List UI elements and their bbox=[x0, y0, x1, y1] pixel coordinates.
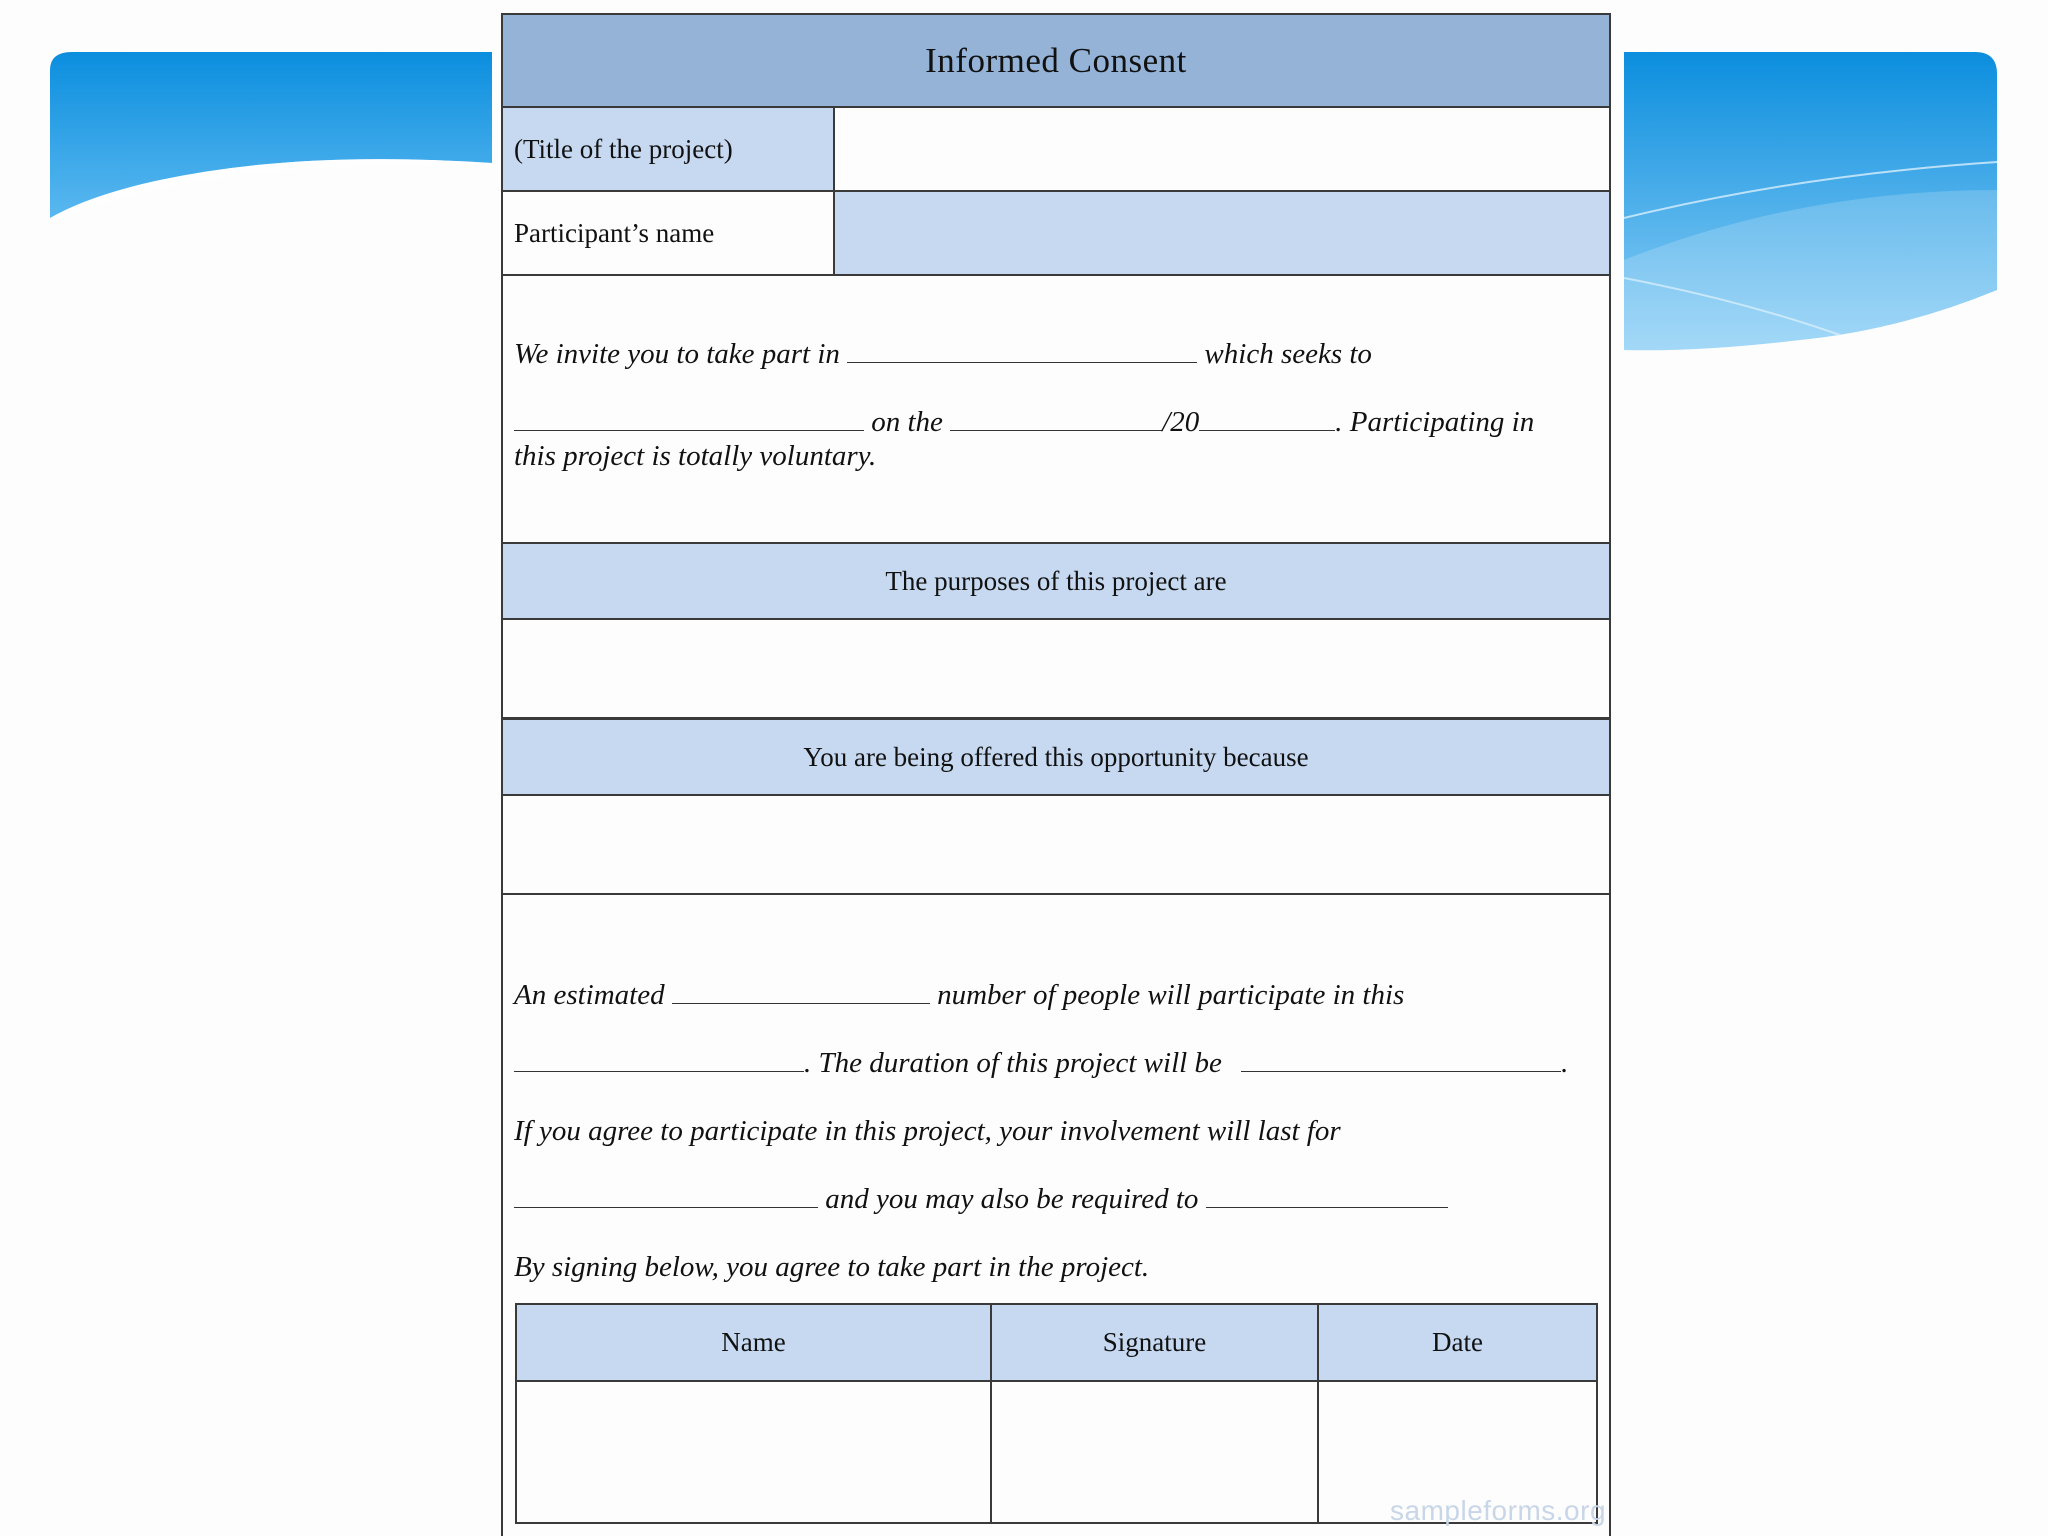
details-text-1: An estimated bbox=[514, 979, 665, 1011]
details-line-3: If you agree to participate in this project, your involvement will last for bbox=[514, 1115, 1341, 1147]
invite-text-1: We invite you to take part in bbox=[514, 338, 840, 370]
project-title-field[interactable] bbox=[835, 108, 1609, 192]
opportunity-heading-text: You are being offered this opportunity because bbox=[803, 741, 1309, 772]
details-paragraph bbox=[514, 961, 1589, 1301]
details-line-1 bbox=[514, 961, 1589, 1029]
purposes-field[interactable] bbox=[503, 620, 1609, 719]
opportunity-heading bbox=[503, 718, 1609, 796]
invite-text-3: on the bbox=[871, 406, 943, 438]
purposes-heading-text: The purposes of this project are bbox=[885, 565, 1227, 596]
invite-text-2: which seeks to bbox=[1204, 338, 1372, 370]
details-text-6: and you may also be required to bbox=[825, 1183, 1199, 1215]
details-line-5: By signing below, you agree to take part in the project. bbox=[514, 1251, 1150, 1283]
year-blank[interactable] bbox=[1199, 406, 1335, 431]
project-name-blank[interactable] bbox=[847, 338, 1197, 363]
project-title-label bbox=[503, 108, 835, 192]
invitation-paragraph bbox=[514, 337, 1589, 473]
participant-count-blank[interactable] bbox=[672, 979, 930, 1004]
date-blank[interactable] bbox=[950, 406, 1162, 431]
invitation-line-3: this project is totally voluntary. bbox=[514, 440, 877, 472]
date-column-header bbox=[1319, 1305, 1596, 1382]
project-title-label-text: (Title of the project) bbox=[514, 133, 733, 164]
project-type-blank[interactable] bbox=[514, 1047, 804, 1072]
duration-blank[interactable] bbox=[1241, 1047, 1561, 1072]
opportunity-field[interactable] bbox=[503, 796, 1609, 895]
involvement-length-blank[interactable] bbox=[514, 1183, 818, 1208]
purposes-heading bbox=[503, 542, 1609, 620]
participant-name-label bbox=[503, 192, 835, 276]
signature-table bbox=[515, 1303, 1598, 1524]
invite-text-4: /20 bbox=[1162, 406, 1200, 438]
watermark: sampleforms.org bbox=[1390, 1495, 1607, 1526]
details-text-2: number of people will participate in this bbox=[937, 979, 1405, 1011]
requirement-blank[interactable] bbox=[1206, 1183, 1448, 1208]
signature-header-text: Signature bbox=[1102, 1327, 1207, 1357]
participant-name-label-text: Participant’s name bbox=[514, 217, 715, 248]
details-line-4 bbox=[514, 1165, 1589, 1233]
details-line-2 bbox=[514, 1029, 1589, 1097]
invitation-line-2 bbox=[514, 405, 1589, 439]
signature-column-header bbox=[992, 1305, 1319, 1382]
details-text-4: . bbox=[1561, 1047, 1569, 1079]
name-column-header bbox=[517, 1305, 992, 1382]
name-header-text: Name bbox=[721, 1327, 786, 1357]
name-cell[interactable] bbox=[517, 1382, 992, 1522]
participant-name-field[interactable] bbox=[835, 192, 1609, 276]
signature-cell[interactable] bbox=[992, 1382, 1319, 1522]
project-aim-blank[interactable] bbox=[514, 406, 864, 431]
date-header-text: Date bbox=[1432, 1327, 1483, 1357]
informed-consent-form bbox=[501, 13, 1611, 1536]
details-text-3: . The duration of this project will be bbox=[804, 1047, 1222, 1079]
form-title: Informed Consent bbox=[503, 15, 1609, 108]
invitation-line-1 bbox=[514, 337, 1589, 371]
invite-text-5: . Participating in bbox=[1335, 406, 1535, 438]
